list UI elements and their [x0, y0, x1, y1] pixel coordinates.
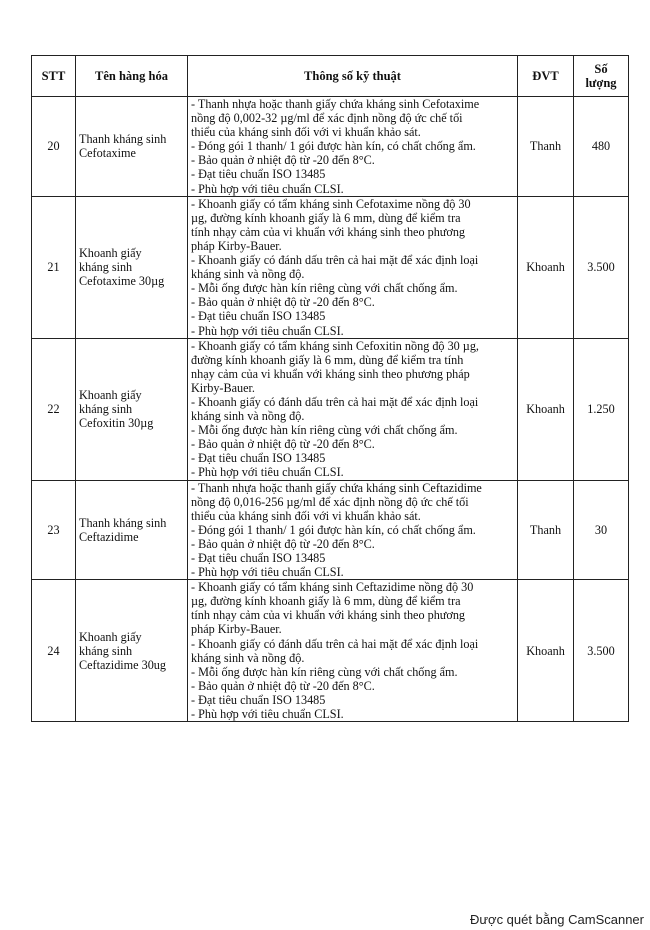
row-stt: 24	[32, 580, 76, 722]
product-name-line: kháng sinh	[79, 402, 133, 417]
table-row	[32, 196, 629, 338]
spec-line: tính nhạy cảm của vi khuẩn với kháng sinh theo phương	[191, 608, 466, 623]
table-row	[32, 480, 629, 580]
product-name-line: Khoanh giấy	[79, 387, 142, 402]
spec-line: - Đạt tiêu chuẩn ISO 13485	[191, 551, 326, 565]
product-name-line: Khoanh giấy	[79, 245, 142, 260]
header-qty-line2: lượng	[585, 76, 617, 90]
product-name-line: kháng sinh	[79, 643, 133, 658]
spec-line: - Phù hợp với tiêu chuẩn CLSI.	[191, 465, 344, 480]
header-row	[32, 56, 629, 97]
row-stt: 22	[32, 338, 76, 480]
spec-line: kháng sinh và nồng độ.	[191, 409, 305, 424]
product-name-line: Khoanh giấy	[79, 629, 142, 644]
header-name: Tên hàng hóa	[76, 56, 188, 97]
product-name-line: kháng sinh	[79, 260, 133, 275]
product-name-line: Thanh kháng sinh	[79, 515, 167, 530]
spec-line: - Mỗi ống được hàn kín riêng cùng với chất chống ẩm.	[191, 423, 458, 438]
row-product-name	[76, 480, 188, 580]
product-name-line: Cefotaxime	[79, 146, 136, 161]
product-name-line: Thanh kháng sinh	[79, 132, 167, 147]
spec-line: - Phù hợp với tiêu chuẩn CLSI.	[191, 323, 344, 338]
row-quantity: 480	[574, 97, 629, 197]
spec-line: - Phù hợp với tiêu chuẩn CLSI.	[191, 181, 344, 196]
row-spec	[188, 196, 518, 338]
spec-line: - Mỗi ống được hàn kín riêng cùng với chất chống ẩm.	[191, 281, 458, 296]
spec-line: - Mỗi ống được hàn kín riêng cùng với chất chống ẩm.	[191, 664, 458, 679]
spec-line: - Khoanh giấy có đánh dấu trên cả hai mặt để xác định loại	[191, 636, 479, 651]
row-unit: Khoanh	[518, 196, 574, 338]
spec-line: pháp Kirby-Bauer.	[191, 622, 282, 637]
spec-line: µg, đường kính khoanh giấy là 6 mm, dùng để kiểm tra	[191, 594, 461, 609]
spec-line: nồng độ 0,002-32 µg/ml để xác định nồng độ ức chế tối	[191, 111, 463, 126]
spec-line: - Đóng gói 1 thanh/ 1 gói được hàn kín, có chất chống ẩm.	[191, 139, 476, 154]
table-row	[32, 338, 629, 480]
spec-line: tính nhạy cảm của vi khuẩn với kháng sinh theo phương	[191, 224, 466, 239]
spec-line: - Khoanh giấy có tẩm kháng sinh Ceftazidime nồng độ 30	[191, 580, 474, 595]
spec-line: µg, đường kính khoanh giấy là 6 mm, dùng để kiểm tra	[191, 210, 461, 225]
row-spec	[188, 338, 518, 480]
spec-line: nồng độ 0,016-256 µg/ml để xác định nồng độ ức chế tối	[191, 494, 469, 509]
row-stt: 20	[32, 97, 76, 197]
spec-line: Kirby-Bauer.	[191, 380, 255, 395]
row-unit: Thanh	[518, 480, 574, 580]
row-product-name	[76, 338, 188, 480]
row-stt: 21	[32, 196, 76, 338]
product-name-line: Cefoxitin 30µg	[79, 416, 154, 431]
row-unit: Thanh	[518, 97, 574, 197]
spec-line: kháng sinh và nồng độ.	[191, 267, 305, 282]
spec-line: - Bảo quản ở nhiệt độ từ -20 đến 8°C.	[191, 437, 375, 452]
spec-line: - Phù hợp với tiêu chuẩn CLSI.	[191, 707, 344, 722]
table-row	[32, 580, 629, 722]
row-product-name	[76, 196, 188, 338]
product-name-line: Cefotaxime 30µg	[79, 274, 165, 289]
row-product-name	[76, 97, 188, 197]
row-quantity: 3.500	[574, 196, 629, 338]
spec-line: pháp Kirby-Bauer.	[191, 238, 282, 253]
spec-line: thiểu của kháng sinh đối với vi khuẩn khảo sát.	[191, 508, 421, 523]
row-product-name	[76, 580, 188, 722]
spec-line: thiểu của kháng sinh đối với vi khuẩn khảo sát.	[191, 125, 421, 140]
row-quantity: 3.500	[574, 580, 629, 722]
spec-line: - Bảo quản ở nhiệt độ từ -20 đến 8°C.	[191, 536, 375, 551]
header-unit: ĐVT	[518, 56, 574, 97]
spec-line: - Đạt tiêu chuẩn ISO 13485	[191, 309, 326, 324]
spec-line: nhạy cảm của vi khuẩn với kháng sinh theo phương pháp	[191, 366, 470, 381]
row-spec	[188, 480, 518, 580]
spec-line: - Khoanh giấy có đánh dấu trên cả hai mặt để xác định loại	[191, 394, 479, 409]
camscanner-watermark: Được quét bằng CamScanner	[469, 912, 644, 927]
spec-line: - Bảo quản ở nhiệt độ từ -20 đến 8°C.	[191, 153, 375, 168]
spec-line: đường kính khoanh giấy là 6 mm, dùng để kiểm tra tính	[191, 352, 464, 367]
spec-line: - Đạt tiêu chuẩn ISO 13485	[191, 167, 326, 182]
spec-line: - Thanh nhựa hoặc thanh giấy chứa kháng sinh Ceftazidime	[191, 480, 482, 495]
header-stt: STT	[32, 56, 76, 97]
spec-line: - Bảo quản ở nhiệt độ từ -20 đến 8°C.	[191, 678, 375, 693]
row-unit: Khoanh	[518, 580, 574, 722]
row-quantity: 30	[574, 480, 629, 580]
row-spec	[188, 580, 518, 722]
spec-line: - Bảo quản ở nhiệt độ từ -20 đến 8°C.	[191, 295, 375, 310]
header-qty	[574, 56, 629, 97]
spec-line: - Đạt tiêu chuẩn ISO 13485	[191, 692, 326, 707]
spec-table	[31, 55, 629, 722]
spec-line: - Khoanh giấy có tẩm kháng sinh Cefotaxime nồng độ 30	[191, 196, 471, 211]
spec-line: - Phù hợp với tiêu chuẩn CLSI.	[191, 565, 344, 580]
header-spec: Thông số kỹ thuật	[188, 56, 518, 97]
row-quantity: 1.250	[574, 338, 629, 480]
row-unit: Khoanh	[518, 338, 574, 480]
spec-line: - Đóng gói 1 thanh/ 1 gói được hàn kín, có chất chống ẩm.	[191, 522, 476, 537]
spec-line: - Khoanh giấy có tẩm kháng sinh Cefoxitin nồng độ 30 µg,	[191, 338, 479, 353]
spec-line: - Thanh nhựa hoặc thanh giấy chứa kháng sinh Cefotaxime	[191, 97, 480, 111]
product-name-line: Ceftazidime 30ug	[79, 657, 166, 672]
product-name-line: Ceftazidime	[79, 529, 139, 544]
row-spec	[188, 97, 518, 197]
header-qty-line1: Số	[594, 61, 608, 76]
spec-line: - Khoanh giấy có đánh dấu trên cả hai mặt để xác định loại	[191, 253, 479, 268]
spec-line: - Đạt tiêu chuẩn ISO 13485	[191, 451, 326, 466]
table-body	[32, 97, 629, 722]
row-stt: 23	[32, 480, 76, 580]
table-row	[32, 97, 629, 197]
spec-line: kháng sinh và nồng độ.	[191, 650, 305, 665]
